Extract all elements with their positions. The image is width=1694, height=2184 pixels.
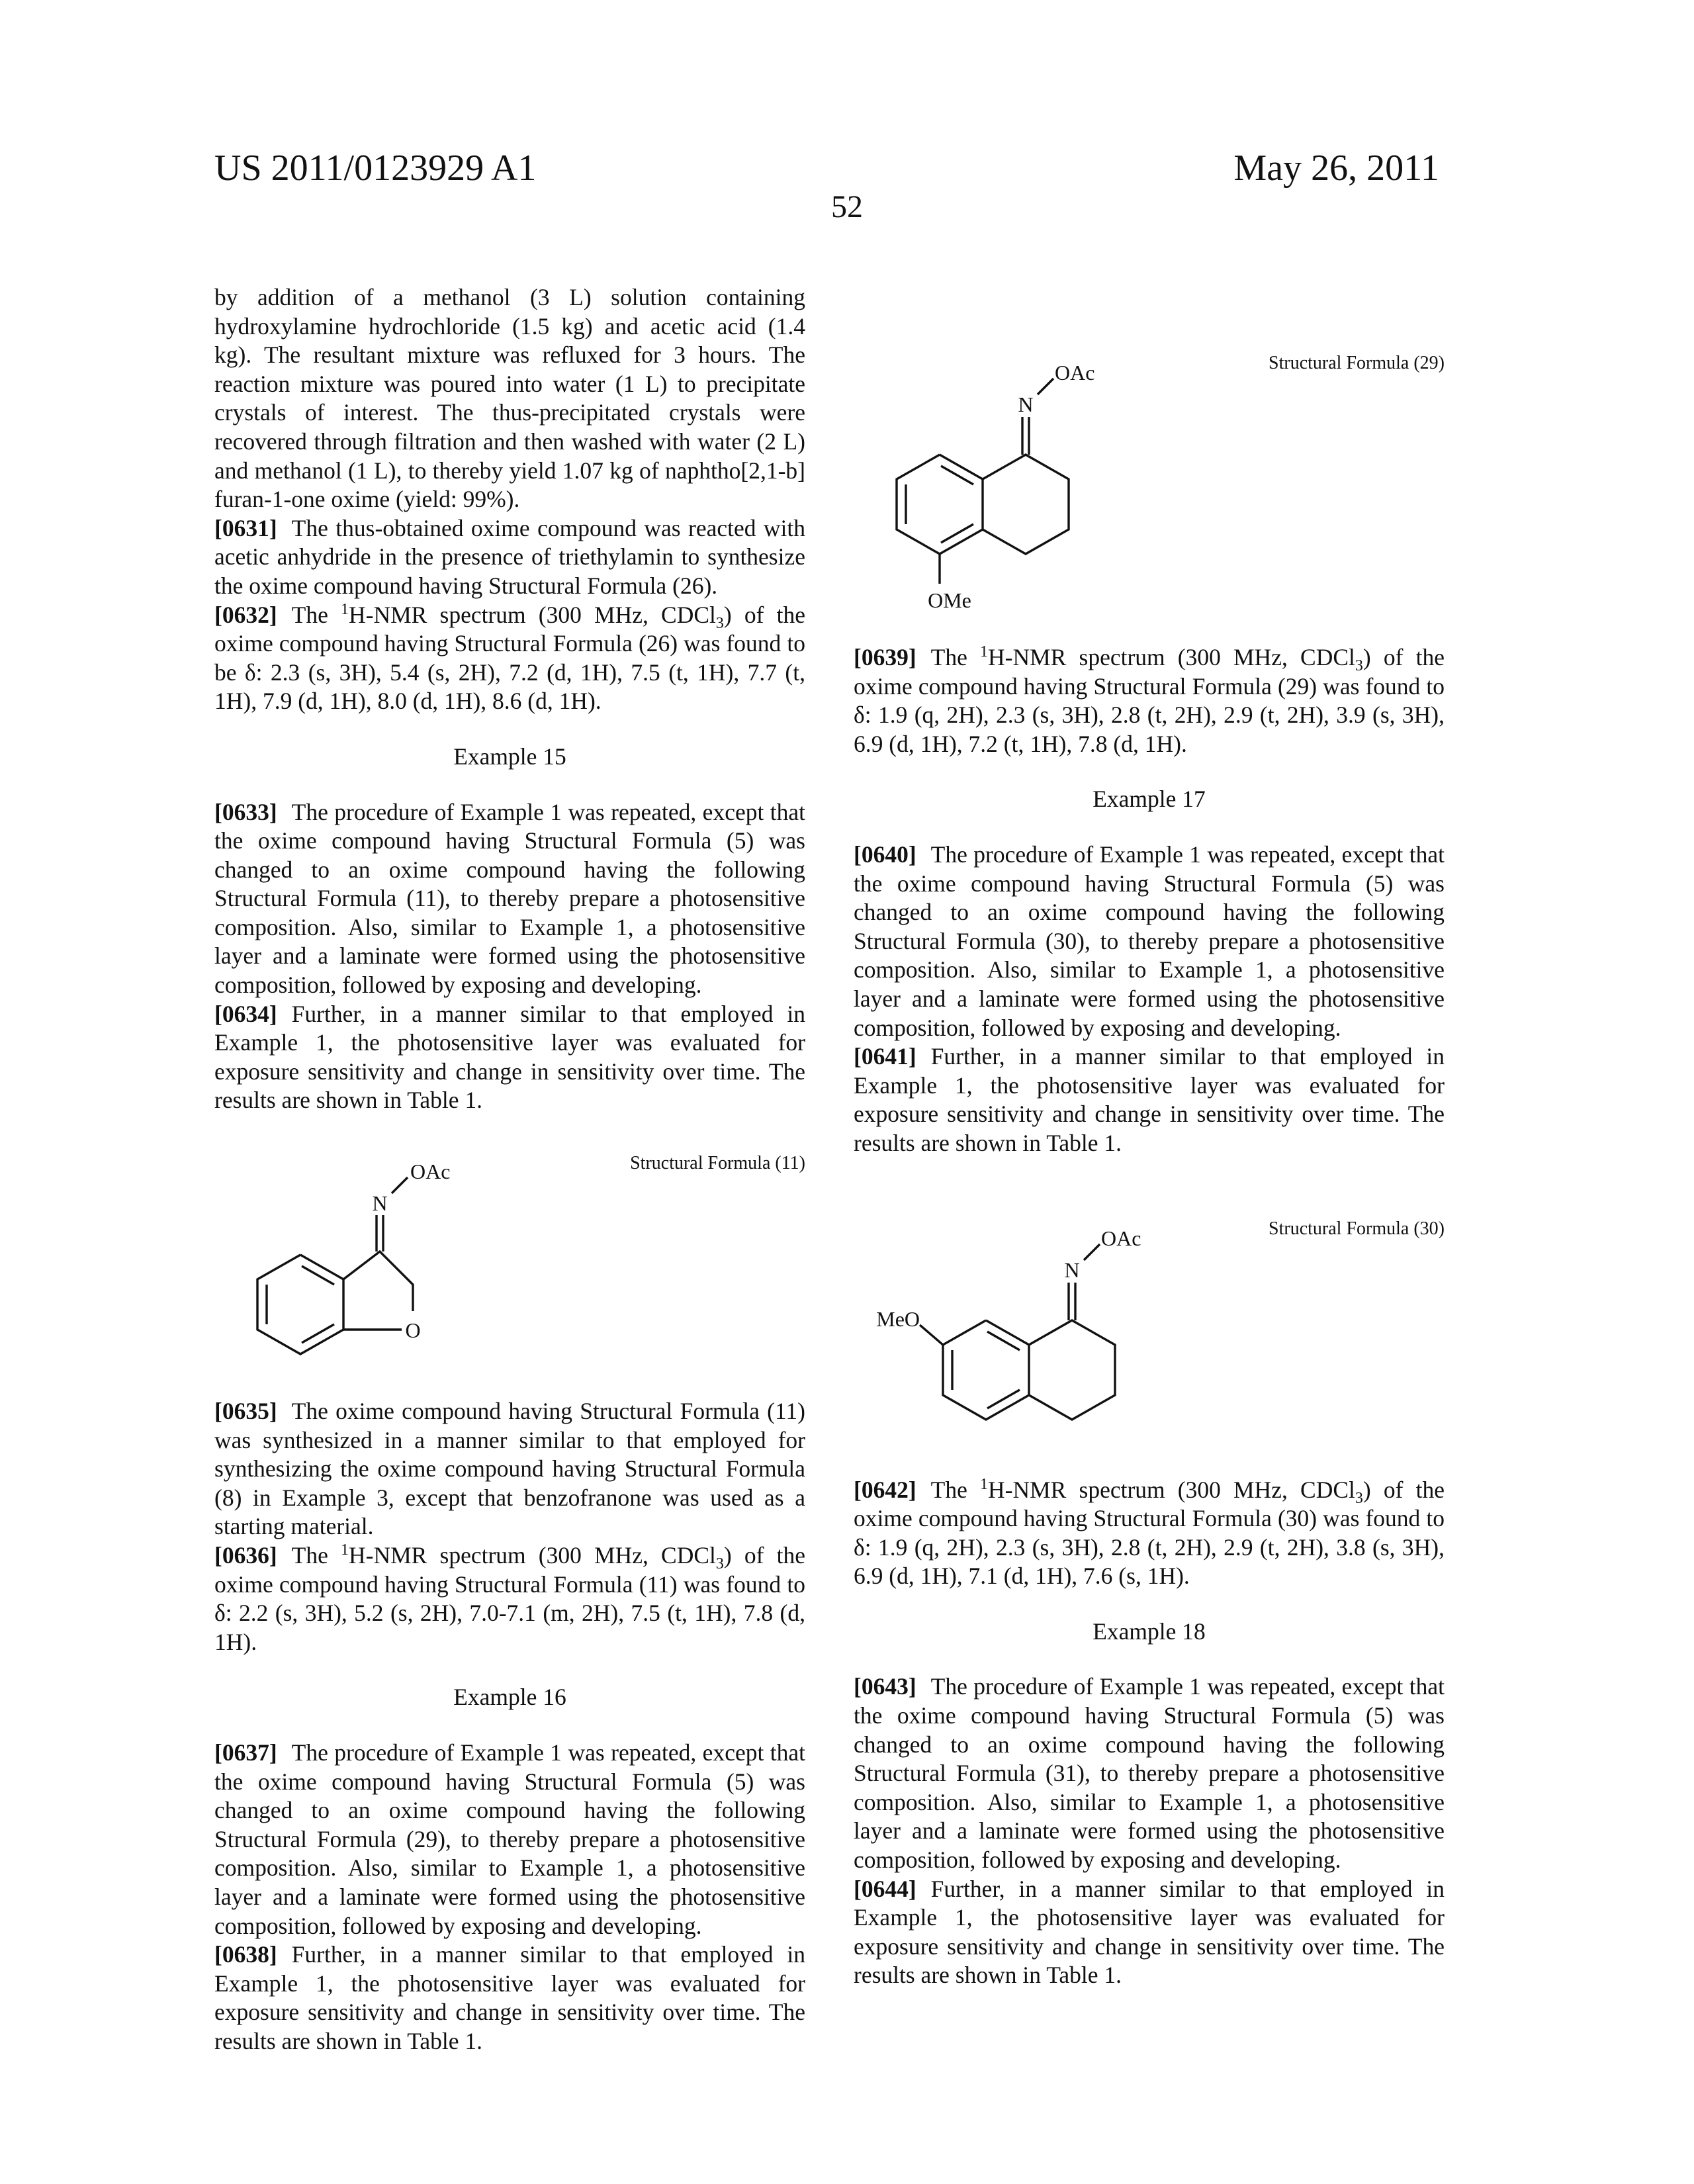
paragraph-continuation: by addition of a methanol (3 L) solution containing hydroxylamine hydrochloride (1.5 kg) and acetic acid (1.4 kg). The resultant mixture was refluxed for 3 hours. The reaction mixture was poured into water (1 L) to precipitate crystals of interest. The thus-precipitated crystals were recovered through filtration and then washed with water (2 L) and methanol (1 L), to thereby yield 1.07 kg of naphtho[2,1-b] furan-1-one oxime (yield: 99%). [214, 283, 805, 514]
structural-formula-30-label: Structural Formula (30) [1269, 1218, 1445, 1240]
structural-formula-29 [854, 352, 1445, 617]
paragraph-0634: [0634] Further, in a manner similar to that employed in Example 1, the photosensitive layer was evaluated for exposure sensitivity and change in sensitivity over time. The results are shown in Table 1. [214, 1000, 805, 1115]
structural-formula-30 [854, 1218, 1445, 1443]
nitrogen-label: N [1018, 392, 1033, 416]
page-number: 52 [0, 189, 1694, 226]
heading-example-16: Example 16 [214, 1683, 805, 1712]
structural-formula-11-figure [214, 1152, 805, 1371]
paragraph-0642: [0642] The 1H-NMR spectrum (300 MHz, CDCl3) of the oxime compound having Structural Formula (30) was found to δ: 1.9 (q, 2H), 2.3 (s, 3H), 2.8 (t, 2H), 2.9 (t, 2H), 3.8 (s, 3H), 6.9 (d, 1H), 7.1 (d, 1H), 7.6 (s, 1H). [854, 1476, 1445, 1591]
paragraph-0631: [0631] The thus-obtained oxime compound was reacted with acetic anhydride in the presence of triethylamin to synthesize the oxime compound having Structural Formula (26). [214, 514, 805, 601]
structural-formula-11-label: Structural Formula (11) [630, 1152, 805, 1175]
heading-example-17: Example 17 [854, 785, 1445, 814]
ome-label: OMe [928, 588, 971, 612]
structural-formula-11 [214, 1152, 805, 1371]
oac-label: OAc [1101, 1226, 1141, 1250]
paragraph-0637: [0637] The procedure of Example 1 was repeated, except that the oxime compound having Structural Formula (5) was changed to an oxime compound having the following Structural Formula (29), to thereby prepare a photosensitive composition. Also, similar to Example 1, a photosensitive layer and a laminate were formed using the photosensitive composition, followed by exposing and developing. [214, 1739, 805, 1940]
paragraph-0635: [0635] The oxime compound having Structural Formula (11) was synthesized in a manner similar to that employed for synthesizing the oxime compound having Structural Formula (8) in Example 3, except that benzofranone was used as a starting material. [214, 1397, 805, 1541]
structural-formula-30-figure [854, 1218, 1445, 1443]
structural-formula-29-figure [854, 352, 1445, 617]
structural-formula-29-label: Structural Formula (29) [1269, 352, 1445, 375]
oxygen-label: O [405, 1318, 420, 1342]
publication-date: May 26, 2011 [1233, 147, 1439, 189]
paragraph-0639: [0639] The 1H-NMR spectrum (300 MHz, CDCl3) of the oxime compound having Structural Formula (29) was found to δ: 1.9 (q, 2H), 2.3 (s, 3H), 2.8 (t, 2H), 2.9 (t, 2H), 3.9 (s, 3H), 6.9 (d, 1H), 7.2 (t, 1H), 7.8 (d, 1H). [854, 643, 1445, 758]
right-column [854, 352, 1445, 1990]
paragraph-0644: [0644] Further, in a manner similar to that employed in Example 1, the photosensitive layer was evaluated for exposure sensitivity and change in sensitivity over time. The results are shown in Table 1. [854, 1875, 1445, 1990]
paragraph-0643: [0643] The procedure of Example 1 was repeated, except that the oxime compound having Structural Formula (5) was changed to an oxime compound having the following Structural Formula (31), to thereby prepare a photosensitive composition. Also, similar to Example 1, a photosensitive layer and a laminate were formed using the photosensitive composition, followed by exposing and developing. [854, 1672, 1445, 1874]
paragraph-0640: [0640] The procedure of Example 1 was repeated, except that the oxime compound having Structural Formula (5) was changed to an oxime compound having the following Structural Formula (30), to thereby prepare a photosensitive composition. Also, similar to Example 1, a photosensitive layer and a laminate were formed using the photosensitive composition, followed by exposing and developing. [854, 841, 1445, 1042]
heading-example-15: Example 15 [214, 743, 805, 772]
paragraph-0633: [0633] The procedure of Example 1 was repeated, except that the oxime compound having Structural Formula (5) was changed to an oxime compound having the following Structural Formula (11), to thereby prepare a photosensitive composition. Also, similar to Example 1, a photosensitive layer and a laminate were formed using the photosensitive composition, followed by exposing and developing. [214, 798, 805, 1000]
paragraph-0641: [0641] Further, in a manner similar to that employed in Example 1, the photosensitive layer was evaluated for exposure sensitivity and change in sensitivity over time. The results are shown in Table 1. [854, 1042, 1445, 1158]
paragraph-0636: [0636] The 1H-NMR spectrum (300 MHz, CDCl3) of the oxime compound having Structural Formula (11) was found to δ: 2.2 (s, 3H), 5.2 (s, 2H), 7.0-7.1 (m, 2H), 7.5 (t, 1H), 7.8 (d, 1H). [214, 1541, 805, 1657]
heading-example-18: Example 18 [854, 1617, 1445, 1647]
left-column [214, 283, 805, 2056]
meo-label: MeO [876, 1307, 920, 1331]
patent-number: US 2011/0123929 A1 [214, 147, 536, 189]
nitrogen-label: N [1064, 1258, 1079, 1282]
paragraph-0638: [0638] Further, in a manner similar to that employed in Example 1, the photosensitive layer was evaluated for exposure sensitivity and change in sensitivity over time. The results are shown in Table 1. [214, 1940, 805, 2056]
oac-label: OAc [410, 1160, 450, 1183]
nitrogen-label: N [372, 1191, 387, 1215]
paragraph-0632: [0632] The 1H-NMR spectrum (300 MHz, CDCl3) of the oxime compound having Structural Formula (26) was found to be δ: 2.3 (s, 3H), 5.4 (s, 2H), 7.2 (d, 1H), 7.5 (t, 1H), 7.7 (t, 1H), 7.9 (d, 1H), 8.0 (d, 1H), 8.6 (d, 1H). [214, 601, 805, 716]
oac-label: OAc [1055, 361, 1094, 385]
